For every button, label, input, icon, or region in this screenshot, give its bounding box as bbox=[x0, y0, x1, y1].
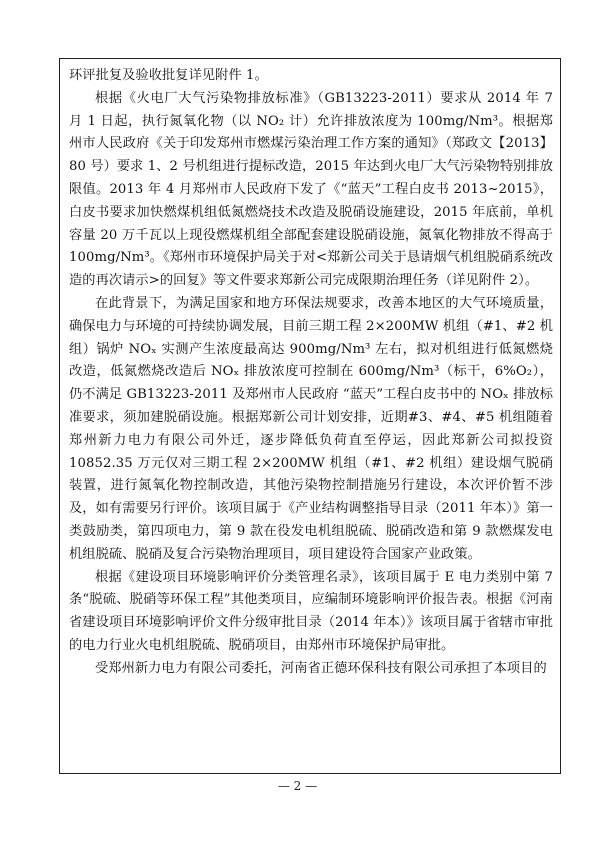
paragraph-eia-classification: 根据《建设项目环境影响评价分类管理名录》，该项目属于 E 电力类别中第 7 条“脱硫、脱硝等环保工程”其他类项目，应编制环境影响评价报告表。根据《河南省建设项目环境影响评价文件分级审批目录（2014 年本）》该项目属于省辖市审批的电力行业火电机组脱硫、脱硝项目，由郑州市环境保护局审批。 bbox=[69, 569, 553, 653]
paragraph-project-background: 在此背景下，为满足国家和地方环保法规要求，改善本地区的大气环境质量，确保电力与环境的可持续协调发展，目前三期工程 2×200MW 机组（#1、#2 机组）锅炉 NOₓ 实测产生浓度最高达 900mg/Nm³ 左右，拟对机组进行低氮燃烧改造，低氮燃烧改造后 NOₓ 排放浓度可控制在 600mg/Nm³（标干，6%O₂），仍不满足 GB13223-2011 及郑州市人民政府 “蓝天”工程白皮书中的 NOₓ 排放标准要求，须加建脱硝设施。根据郑新公司计划安排，近期#3、#4、#5 机组随着郑州新力电力有限公司外迁，逐步降低负荷直至停运，因此郑新公司拟投资 10852.35 万元仅对三期工程 2×200MW 机组（#1、#2 机组）建设烟气脱硝装置，进行氮氧化物控制改造，其他污染物控制措施另行建设，本次评价暂不涉及，如有需要另行评价。该项目属于《产业结构调整指导目录（2011 年本）》第一类鼓励类，第四项电力，第 9 款在役发电机组脱硫、脱硝改造和第 9 款燃煤发电机组脱硫、脱硝及复合污染物治理项目，项目建设符合国家产业政策。 bbox=[69, 295, 553, 562]
document-body bbox=[69, 65, 553, 681]
paragraph-commission: 受郑州新力电力有限公司委托，河南省正德环保科技有限公司承担了本项目的 bbox=[95, 660, 547, 676]
paragraph-emission-standards: 根据《火电厂大气污染物排放标准》（GB13223-2011）要求从 2014 年 7 月 1 日起，执行氮氧化物（以 NO₂ 计）允许排放浓度为 100mg/Nm³。根据郑州市人民政府《关于印发郑州市燃煤污染治理工作方案的通知》（郑政文【2013】80 号）要求 1、2 号机组进行提标改造，2015 年达到火电厂大气污染物特别排放限值。2013 年 4 月郑州市人民政府下发了《“蓝天”工程白皮书 2013~2015》，白皮书要求加快燃煤机组低氮燃烧技术改造及脱硝设施建设，2015 年底前，单机容量 20 万千瓦以上现役燃煤机组全部配套建设脱硝设施，氮氧化物排放不得高于 100mg/Nm³。《郑州市环境保护局关于对<郑新公司关于恳请烟气机组脱硝系统改造的再次请示>的回复》等文件要求郑新公司完成限期治理任务（详见附件 2）。 bbox=[69, 90, 553, 289]
text-frame bbox=[59, 58, 561, 774]
paragraph-attachment-1: 环评批复及验收批复详见附件 1。 bbox=[69, 68, 268, 83]
page-number: — 2 — bbox=[277, 779, 318, 793]
